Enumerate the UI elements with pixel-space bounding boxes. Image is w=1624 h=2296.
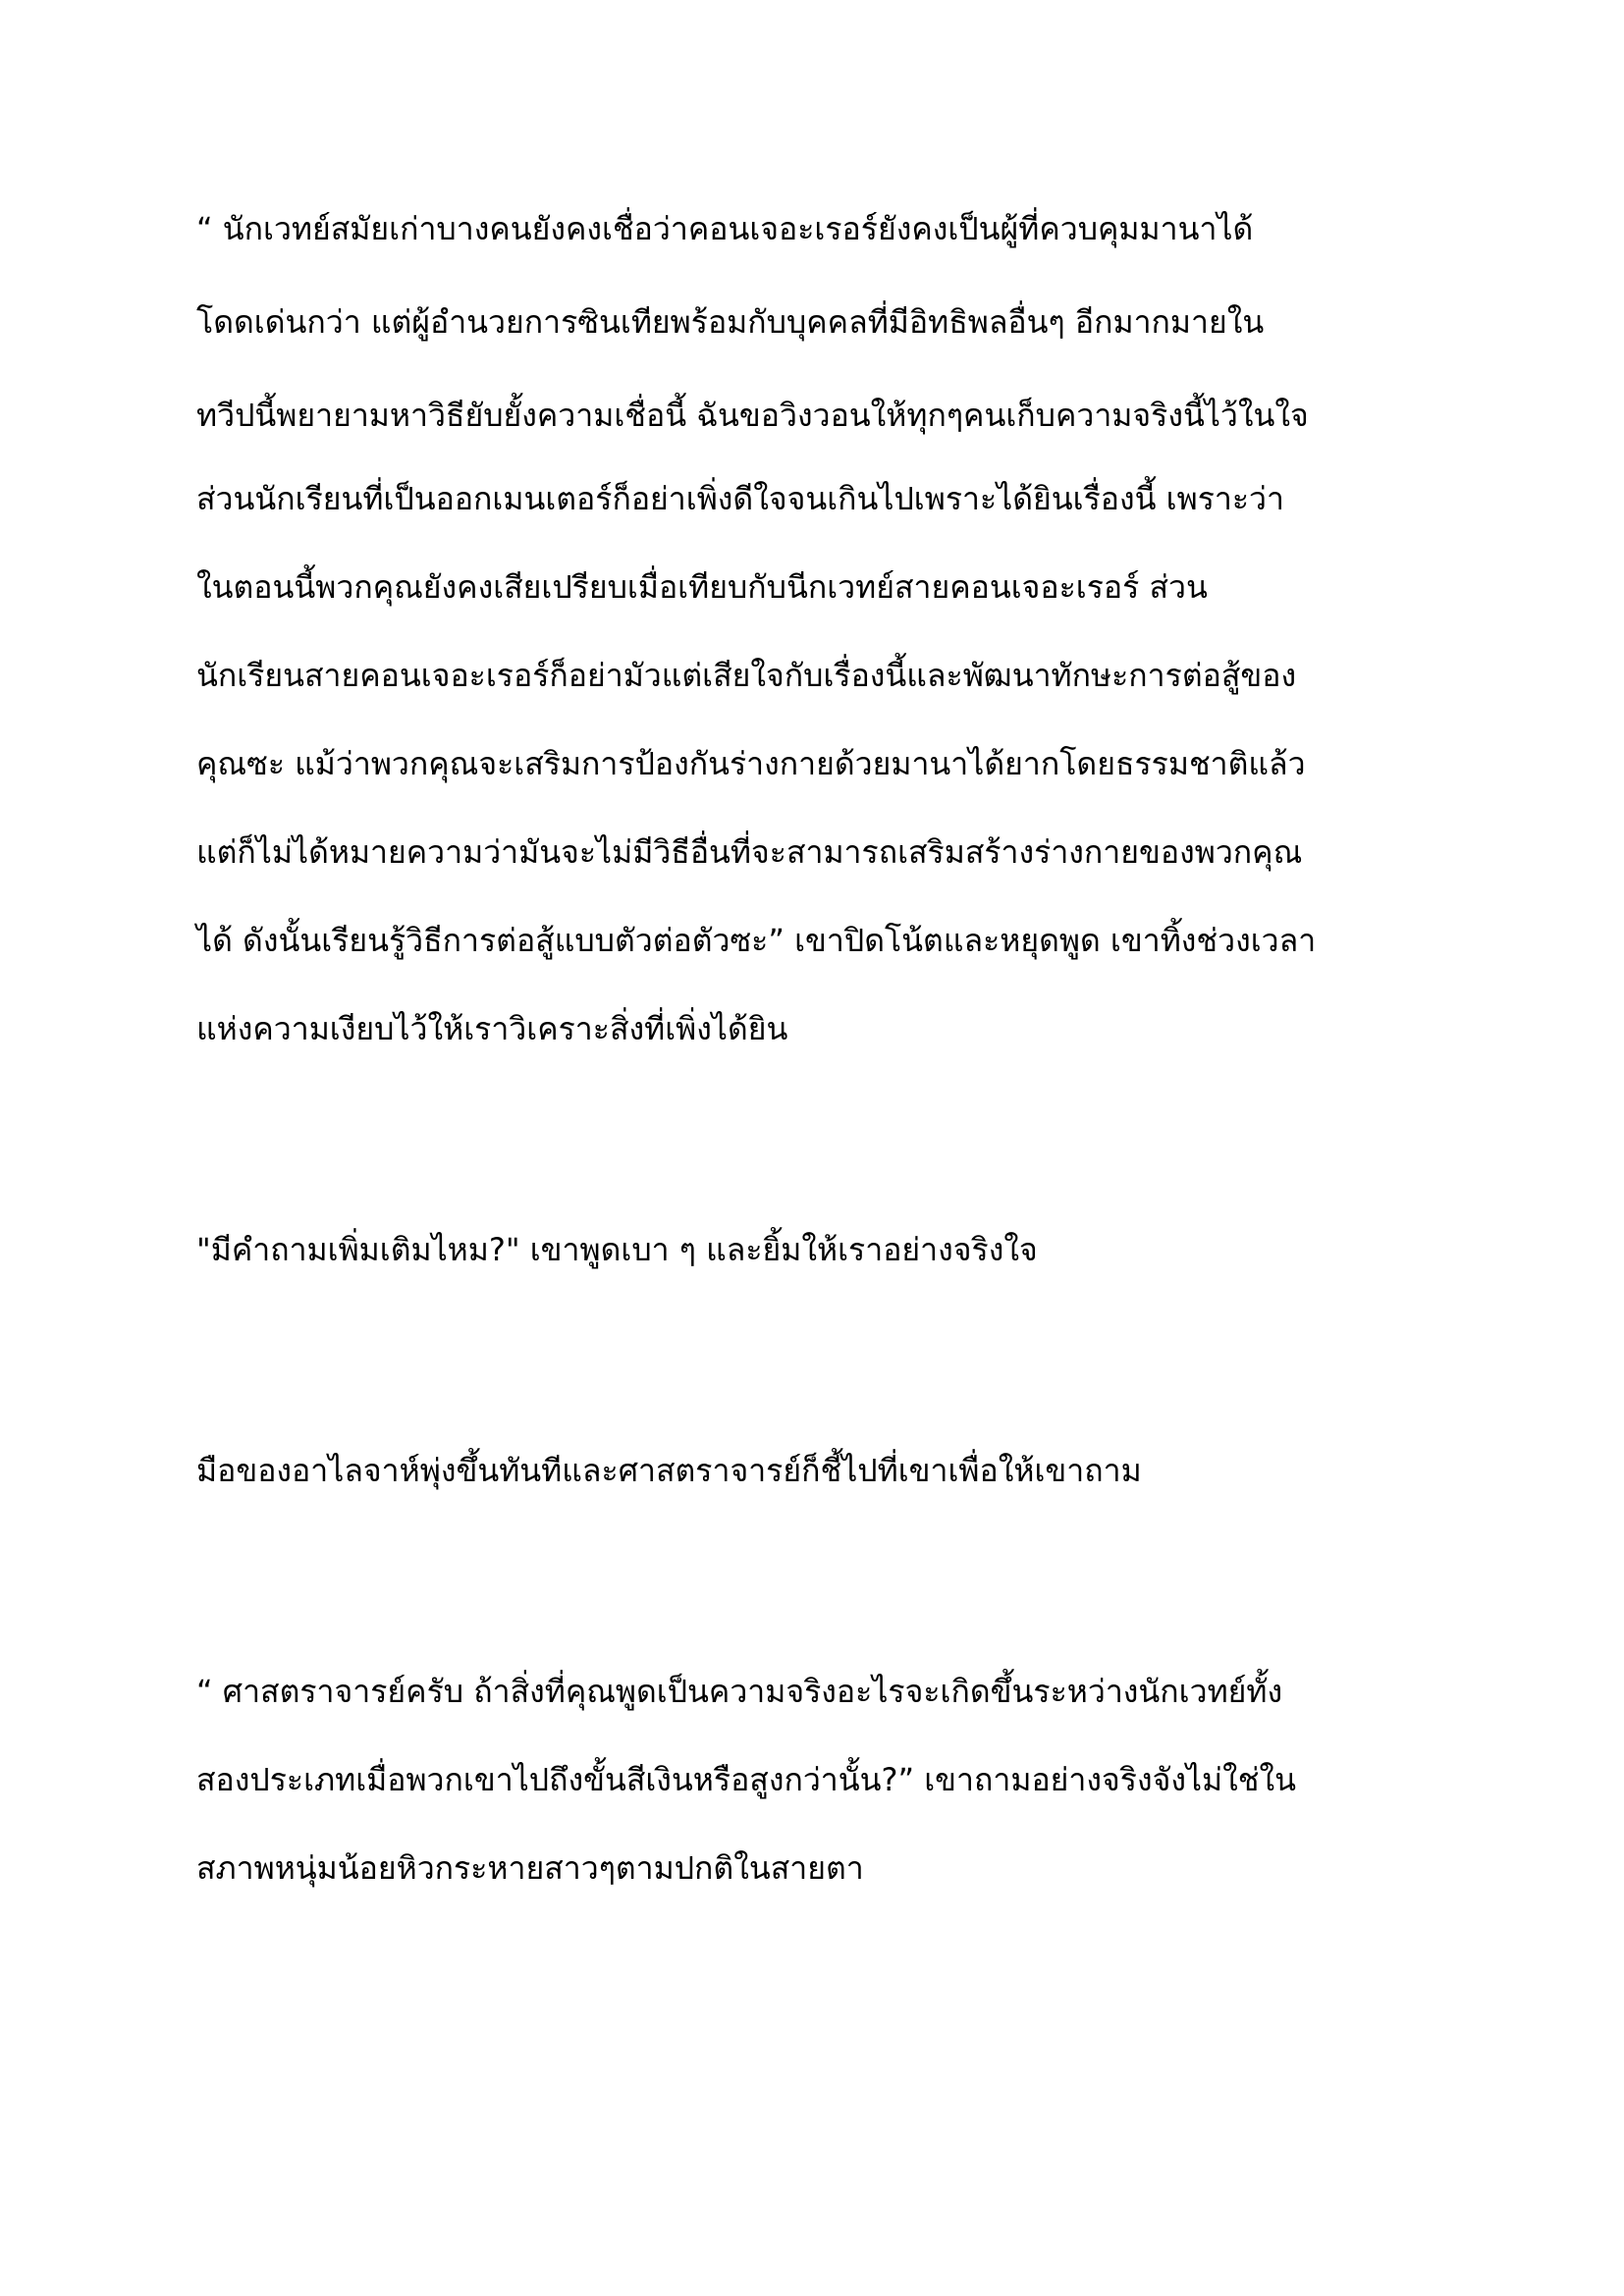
paragraph-1-line-4: ส่วนนักเรียนที่เป็นออกเมนเตอร์ก็อย่าเพิ่งดีใจจนเกินไปเพราะได้ยินเรื่องนี้ เพราะว่า [196,480,1284,517]
paragraph-1-line-10: แห่งความเงียบไว้ให้เราวิเคราะสิ่งที่เพิ่งได้ยิน [196,1010,788,1047]
paragraph-4-line-3: สภาพหนุ่มน้อยหิวกระหายสาวๆตามปกติในสายตา [196,1849,864,1887]
paragraph-1-line-1: “ นักเวทย์สมัยเก่าบางคนยังคงเชื่อว่าคอนเจอะเรอร์ยังคงเป็นผู้ที่ควบคุมมานาได้ [196,210,1254,247]
paragraph-1-line-9: ได้ ดังนั้นเรียนรู้วิธีการต่อสู้แบบตัวต่อตัวซะ” เขาปิดโน้ตและหยุดพูด เขาทิ้งช่วงเวลา [196,922,1317,959]
paragraph-4-line-2: สองประเภทเมื่อพวกเขาไปถึงขั้นสีเงินหรือสูงกว่านั้น?” เขาถามอย่างจริงจังไม่ใช่ใน [196,1761,1296,1798]
paragraph-1-line-8: แต่ก็ไม่ได้หมายความว่ามันจะไม่มีวิธีอื่นที่จะสามารถเสริมสร้างร่างกายของพวกคุณ [196,833,1303,871]
paragraph-1-line-3: ทวีปนี้พยายามหาวิธียับยั้งความเชื่อนี้ ฉันขอวิงวอนให้ทุกๆคนเก็บความจริงนี้ไว้ในใจ [196,397,1309,434]
paragraph-3-line-1: มือของอาไลจาห์พุ่งขึ้นทันทีและศาสตราจารย์ก็ชี้ไปที่เขาเพื่อให้เขาถาม [196,1452,1142,1489]
paragraph-4-line-1: “ ศาสตราจารย์ครับ ถ้าสิ่งที่คุณพูดเป็นความจริงอะไรจะเกิดขึ้นระหว่างนักเวทย์ทั้ง [196,1673,1283,1710]
paragraph-2-line-1: "มีคำถามเพิ่มเติมไหม?" เขาพูดเบา ๆ และยิ้มให้เราอย่างจริงใจ [196,1231,1038,1268]
paragraph-1-line-5: ในตอนนี้พวกคุณยังคงเสียเปรียบเมื่อเทียบกับนีกเวทย์สายคอนเจอะเรอร์ ส่วน [196,568,1208,606]
paragraph-1-line-2: โดดเด่นกว่า แต่ผู้อำนวยการซินเทียพร้อมกับบุคคลที่มีอิทธิพลอื่นๆ อีกมากมายใน [196,303,1265,341]
paragraph-1-line-7: คุณซะ แม้ว่าพวกคุณจะเสริมการป้องกันร่างกายด้วยมานาได้ยากโดยธรรมชาติแล้ว [196,745,1306,782]
paragraph-1-line-6: นักเรียนสายคอนเจอะเรอร์ก็อย่ามัวแต่เสียใจกับเรื่องนี้และพัฒนาทักษะการต่อสู้ของ [196,657,1297,694]
